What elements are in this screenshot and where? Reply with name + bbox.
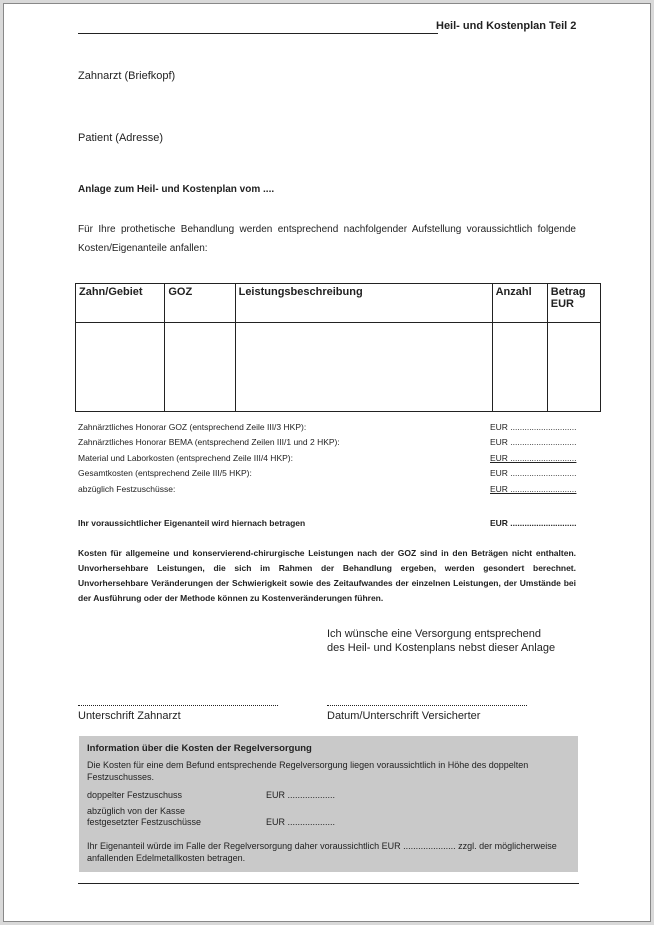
annex-title: Anlage zum Heil- und Kostenplan vom ....	[78, 184, 275, 195]
cost-subsidy-eur: EUR ............................	[490, 484, 577, 494]
cost-bema-label: Zahnärztliches Honorar BEMA (entsprechend Zeilen III/1 und 2 HKP):	[78, 437, 340, 447]
wish-line-1: Ich wünsche eine Versorgung entsprechend	[327, 628, 542, 640]
deduct-label-line-2: festgesetzter Festzuschüsse	[87, 817, 202, 827]
standard-care-info-box	[79, 736, 578, 872]
service-table	[75, 283, 601, 412]
deduct-label-line-1: abzüglich von der Kasse	[87, 806, 186, 816]
dentist-signature-line[interactable]	[78, 705, 278, 706]
footer-rule	[78, 883, 579, 884]
cost-subsidy-label: abzüglich Festzuschüsse:	[78, 484, 176, 494]
own-share-label: Ihr voraussichtlicher Eigenanteil wird hiernach betragen	[78, 518, 306, 528]
document-page	[3, 3, 651, 922]
cost-bema-eur: EUR ............................	[490, 437, 577, 447]
col-header-tooth: Zahn/Gebiet	[76, 284, 165, 323]
cost-material-eur: EUR ............................	[490, 453, 577, 463]
col-header-count: Anzahl	[492, 284, 547, 323]
cell-tooth[interactable]	[76, 323, 165, 412]
own-share-eur: EUR ............................	[490, 518, 577, 528]
col-header-amount: Betrag EUR	[547, 284, 600, 323]
cell-amount[interactable]	[547, 323, 600, 412]
double-subsidy-eur: EUR ...................	[266, 790, 336, 800]
intro-text: Für Ihre prothetische Behandlung werden entsprechend nachfolgender Aufstellung voraussichtlich folgende Kosten/Eigenanteile anfallen:	[78, 224, 576, 254]
cost-goz-label: Zahnärztliches Honorar GOZ (entsprechend Zeile III/3 HKP):	[78, 422, 307, 432]
cell-description[interactable]	[235, 323, 492, 412]
deduct-eur: EUR ...................	[266, 817, 336, 827]
dentist-signature-label: Unterschrift Zahnarzt	[78, 710, 181, 722]
notice-text: Kosten für allgemeine und konservierend-chirurgische Leistungen nach der GOZ sind in den Beträgen nicht enthalten. Unvorhersehbare Leistungen, die sich im Rahmen der Behandlung ergeben, werden gesondert berechnet. Unvorhersehbare Veränderungen der Schwierigkeit sowie des Zeitaufwandes der einzelnen Leistungen, der Umstände bei der Ausführung oder der Methode können zu Kostenveränderungen führen.	[78, 548, 576, 603]
cost-total-eur: EUR ............................	[490, 468, 577, 478]
cell-count[interactable]	[492, 323, 547, 412]
cell-goz[interactable]	[165, 323, 235, 412]
info-text: Die Kosten für eine dem Befund entsprechende Regelversorgung liegen voraussichtlich in Höhe des doppelten Festzuschusses.	[87, 760, 529, 782]
insured-signature-label: Datum/Unterschrift Versicherter	[327, 710, 481, 722]
col-header-description: Leistungsbeschreibung	[235, 284, 492, 323]
wish-line-2: des Heil- und Kostenplans nebst dieser Anlage	[327, 642, 556, 654]
dentist-letterhead: Zahnarzt (Briefkopf)	[78, 70, 176, 82]
cost-goz-eur: EUR ............................	[490, 422, 577, 432]
document-title: Heil- und Kostenplan Teil 2	[436, 20, 577, 32]
patient-address: Patient (Adresse)	[78, 132, 163, 144]
insured-signature-line[interactable]	[327, 705, 527, 706]
col-header-goz: GOZ	[165, 284, 235, 323]
cost-material-label: Material und Laborkosten (entsprechend Zeile III/4 HKP):	[78, 453, 293, 463]
cost-total-label: Gesamtkosten (entsprechend Zeile III/5 HKP):	[78, 468, 252, 478]
info-title: Information über die Kosten der Regelversorgung	[87, 743, 312, 754]
info-closing: Ihr Eigenanteil würde im Falle der Regelversorgung daher voraussichtlich EUR ..................... zzgl. der möglicherweise anfallenden Edelmetallkosten betragen.	[87, 841, 557, 863]
double-subsidy-label: doppelter Festzuschuss	[87, 790, 183, 800]
header-rule	[78, 33, 438, 34]
